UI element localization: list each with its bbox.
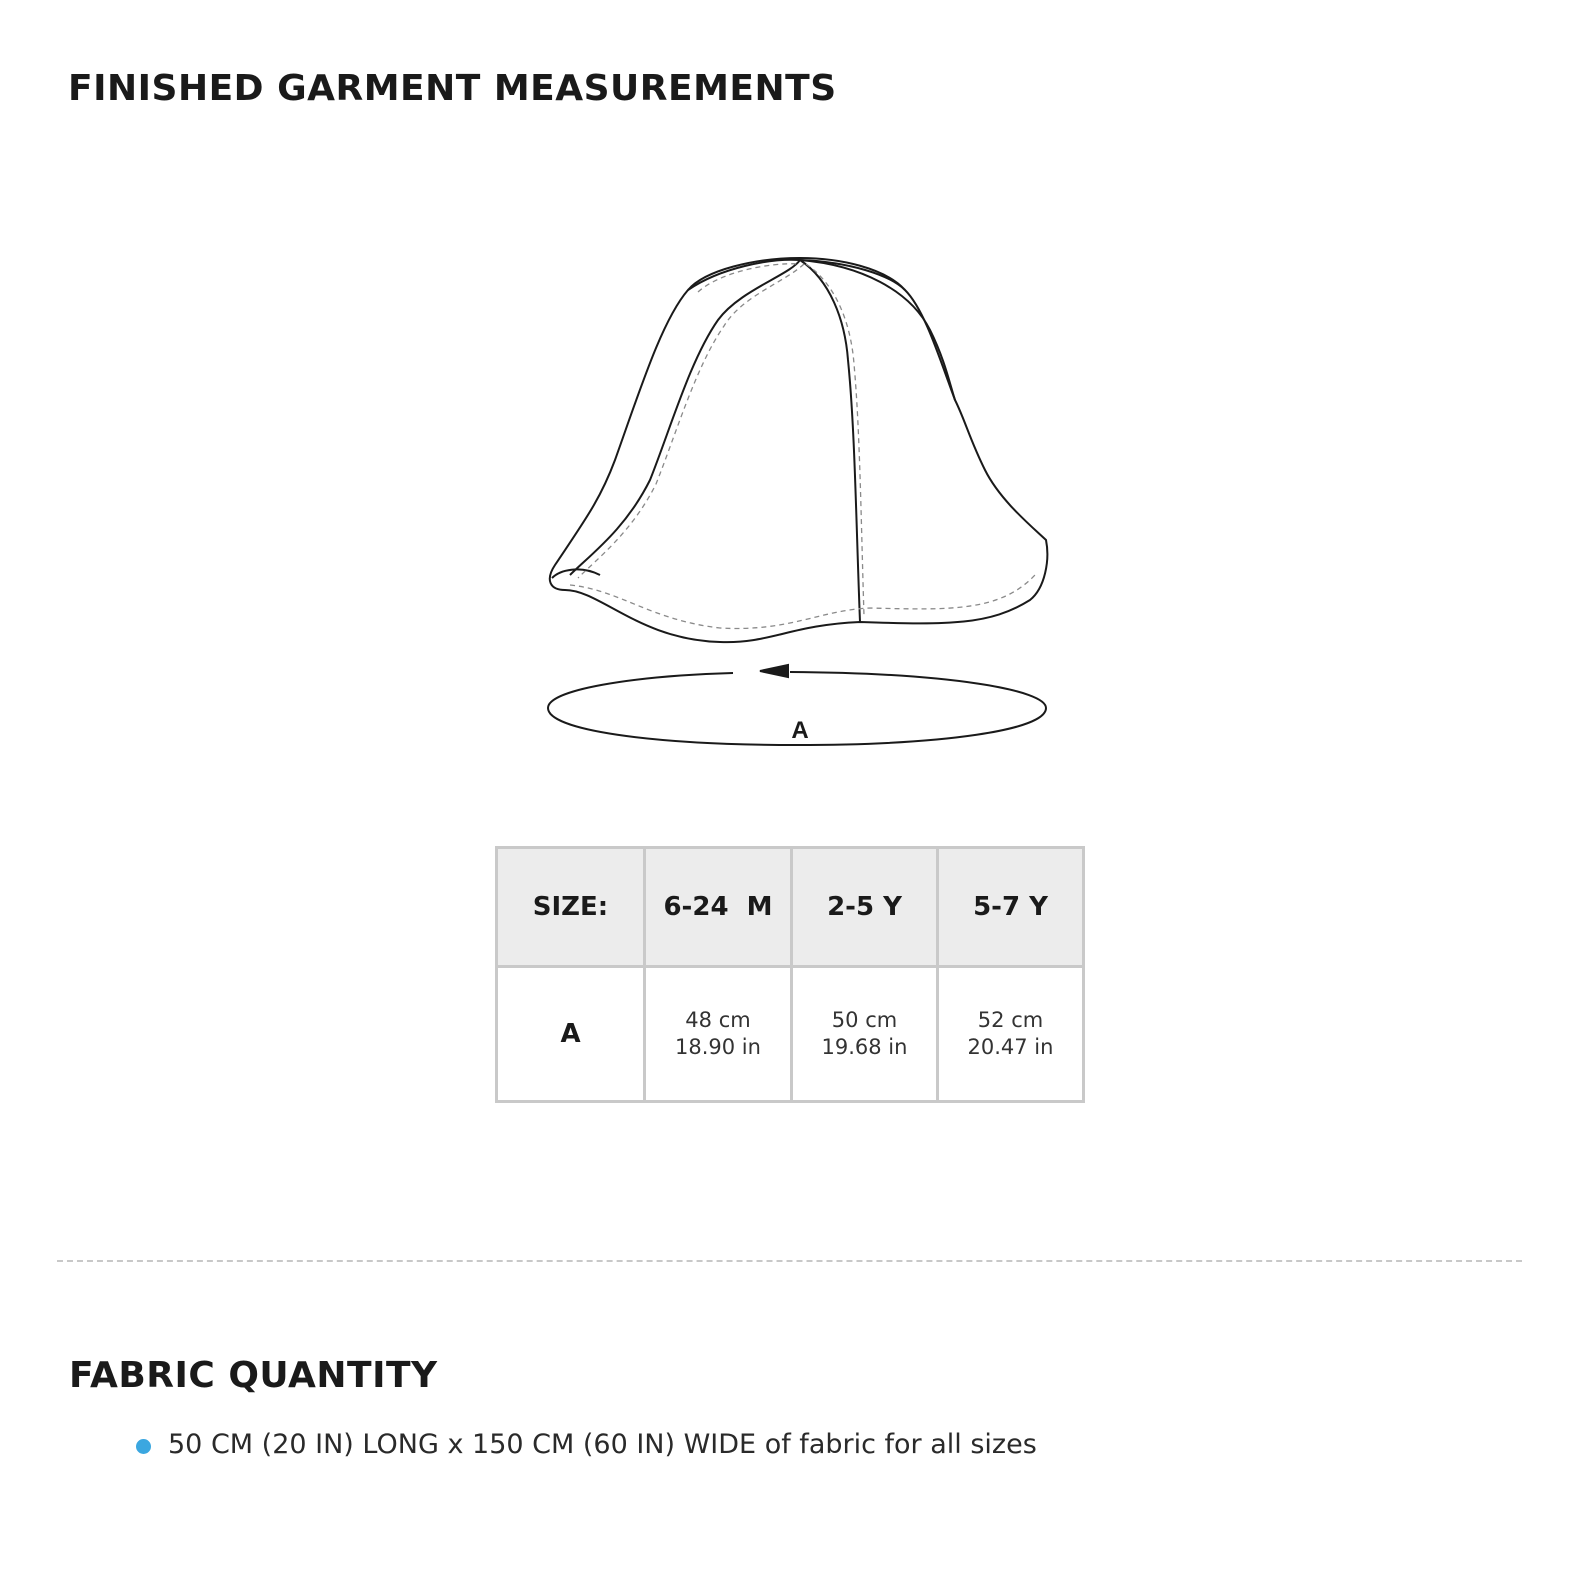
value-cm: 50 cm [831,1008,898,1032]
section-divider [57,1260,1522,1262]
header-5-7y: 5-7 Y [938,848,1084,967]
header-size: SIZE: [497,848,645,967]
bucket-hat-illustration [550,258,1048,642]
table-row [497,967,1084,1102]
stitch-lines [570,264,1035,629]
header-2-5y: 2-5 Y [792,848,938,967]
value-in: 20.47 in [967,1035,1054,1059]
fabric-title: FABRIC QUANTITY [69,1355,438,1396]
value-in: 18.90 in [675,1035,761,1059]
value-in: 19.68 in [821,1035,908,1059]
value-cm: 48 cm [685,1008,751,1032]
arrow-head-icon [760,665,788,677]
fabric-item: 50 CM (20 IN) LONG x 150 CM (60 IN) WIDE of fabric for all sizes [168,1429,1037,1460]
value-cm: 52 cm [977,1008,1044,1032]
row-label-a: A [497,967,645,1102]
cell-5-7y [938,967,1084,1102]
table-header-row [497,848,1084,967]
header-6-24m: 6-24 M [645,848,792,967]
diagram-label-a: A [791,717,809,744]
bullet-dot-icon [136,1439,151,1454]
cell-6-24m [645,967,792,1102]
measurements-title: FINISHED GARMENT MEASUREMENTS [68,68,837,109]
size-table [495,846,1085,1103]
cell-2-5y [792,967,938,1102]
